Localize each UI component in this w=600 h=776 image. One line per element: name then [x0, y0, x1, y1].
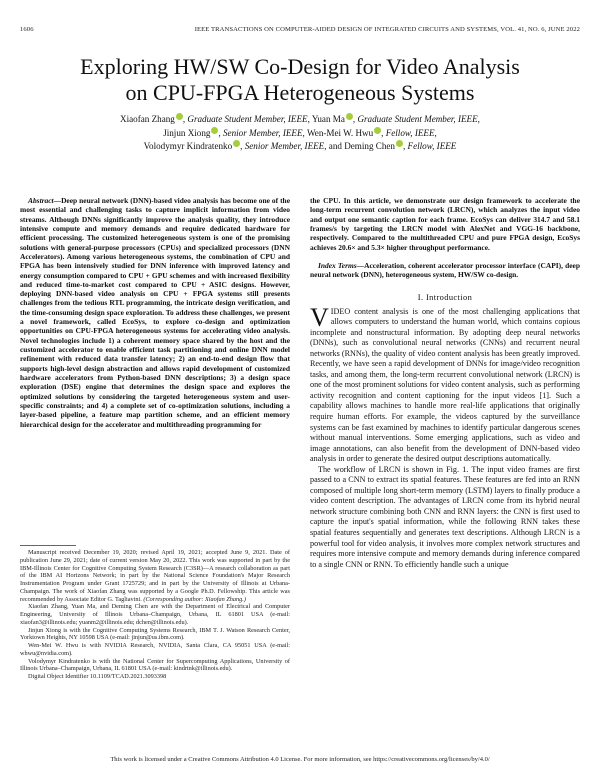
authors-line-1: Xiaofan Zhang , Graduate Student Member, IEEE, Yuan Ma , Graduate Student Member, IEEE,: [120, 114, 480, 124]
abstract: [20, 196, 290, 429]
author-name: Yuan Ma: [311, 114, 345, 124]
author-name: Jinjun Xiong: [163, 127, 211, 138]
left-column: [20, 196, 290, 429]
drop-cap: V: [310, 302, 329, 332]
orcid-icon[interactable]: [176, 113, 183, 120]
abstract-continued: the CPU. In this article, we demonstrate our design framework to accelerate the long-term recurrent convolution network (LRCN), which analyzes the input video and output one semantic caption for each frame. EcoSys can deliver 314.7 and 58.1 frames/s by targeting the LRCN model with AlexNet and VGG-16 backbone, respectively. Compared to the multithreaded CPU and pure FPGA design, EcoSys achieves 20.6× and 5.3× higher throughput performance.: [310, 196, 580, 252]
paper-title: [20, 54, 580, 106]
footnote-rule: [20, 545, 76, 546]
orcid-icon[interactable]: [396, 140, 403, 147]
authors-line-2: Jinjun Xiong , Senior Member, IEEE, Wen-Mei W. Hwu , Fellow, IEEE,: [163, 127, 437, 138]
authors-line-3: Volodymyr Kindratenko , Senior Member, IEEE, and Deming Chen , Fellow, IEEE: [143, 141, 457, 151]
author-list: [40, 113, 560, 154]
intro-paragraph-2: The workflow of LRCN is shown in Fig. 1. The input video frames are first passed to a CNN to extract its spatial features. These features are fed into an RNN composed of multiple long short-term memory (LSTM) layers to finally produce a video content description. The advantages of LRCN come from its hybrid neural network structure combining both CNN and RNN layers: the CNN is first used to capture the input's spatial information, while the following RNN takes these spatial features sequentially and generates text descriptions. Although LRCN is a powerful tool for video analysis, it involves more complex network structures and requires more intensive compute and memory demands during inference compared to a single CNN or RNN. To efficiently handle such a unique: [310, 464, 580, 569]
corresponding-author: (Corresponding author: Xiaofan Zhang.): [141, 595, 246, 603]
footnotes: [20, 545, 290, 681]
footnote-affiliation-2: Jinjun Xiong is with the Cognitive Computing Systems Research, IBM T. J. Watson Research Center, Yorktown Heights, NY 10598 USA (e-mail: jinjun@us.ibm.com).: [20, 626, 290, 642]
license-notice: This work is licensed under a Creative Commons Attribution 4.0 License. For more information, see https://creativecommons.org/licenses/by/4.0/: [110, 756, 490, 763]
index-terms-text: —Acceleration, coherent accelerator processor interface (CAPI), deep neural network (DNN), heterogeneous system, HW/SW co-design.: [310, 260, 580, 280]
index-terms: [310, 261, 580, 280]
section-heading-introduction: I. Introduction: [417, 292, 473, 302]
orcid-icon[interactable]: [374, 127, 381, 134]
footnote-manuscript-text: Manuscript received December 19, 2020; revised April 19, 2021; accepted June 9, 2021. Date of publication June 29, 2021; date of current version May 20, 2022. This work was supported in part by the IBM-Illinois Center for Cognitive Computing System Research (C3SR)—A research collaboration as part of the IBM AI Horizons Network; in part by the National Science Foundation's Major Research Instrumentation Program under Grant 1725729; and in part by the University of Illinois at Urbana-Champaign. The work of Xiaofan Zhang was supported by a Google Ph.D. Fellowship. This article was recommended by Associate Editor G. Tagliavini.: [20, 549, 290, 603]
page-number: 1606: [20, 26, 34, 33]
footnote-affiliation-1: Xiaofan Zhang, Yuan Ma, and Deming Chen are with the Department of Electrical and Computer Engineering, University of Illinois Urbana–Champaign, Urbana, IL 61801 USA (e-mail: xiaofan3@illinois.edu; yuanm2@illinois.edu; dchen@illinois.edu).: [20, 603, 290, 626]
intro-paragraph-1: [310, 302, 580, 465]
index-terms-lead: Index Terms: [318, 260, 357, 270]
intro-paragraph-1-text: IDEO content analysis is one of the most challenging applications that allows computers to understand the human world, which contains copious incomplete and nonstructural information. By adopting deep neural networks (DNNs), such as convolutional neural networks (CNNs) and recurrent neural networks (RNNs), the quality of video content analysis has been greatly improved. Recently, we have seen a rapid development of DNNs for image/video recognition tasks, and among them, the long-term recurrent convolutional network (LRCN) is one of the most prominent solutions for video content analysis, such as performing activity recognition and content captioning for the input videos [1]. Such a capability allows machines to handle more real-life applications that originally require human efforts. For example, the videos captured by the surveillance systems can be fast examined by machines to identify particular dangerous scenes without manual interventions. Some emerging applications, such as video and image annotations, can also benefit from the development of DNN-based video analysis in order to generate the desired output descriptions automatically.: [310, 306, 580, 464]
abstract-text-left: —Deep neural network (DNN)-based video analysis has become one of the most essential and challenging tasks to capture implicit information from video streams. Although DNNs significantly improve the analysis quality, they introduce intensive compute and memory demands and require dedicated hardware for efficient processing. The customized heterogeneous system is one of the promising solutions with general-purpose processors (CPUs) and specialized processors (DNN Accelerators). Among various heterogeneous systems, the combination of CPU and FPGA has been intensively studied for DNN inference with improved latency and energy consumption compared to CPU + GPU schemes and with increased flexibility and reduced time-to-market cost compared to CPU + ASIC designs. However, deploying DNN-based video analysis on CPU + FPGA systems still presents challenges from the tedious RTL programming, the intricate design verification, and the time-consuming design space exploration. To address these challenges, we present a novel framework, called EcoSys, to explore co-design and optimization opportunities on CPU-FPGA heterogeneous systems for accelerating video analysis. Novel technologies include 1) a coherent memory space shared by the host and the customized accelerator to enable efficient task partitioning and online DNN model refinement with reduced data transfer latency; 2) an end-to-end design flow that supports high-level design abstraction and allows rapid development of customized hardware accelerators from Python-based DNN descriptions; 3) a design space exploration (DSE) engine that determines the design space and explores the optimized solutions by considering the targeted heterogeneous system and user-specific constraints; and 4) a complete set of co-optimization solutions, including a layer-based pipeline, a feature map partition scheme, and an efficient memory hierarchical design for the accelerator and multithreading programming for: [20, 196, 290, 429]
title-line-2: on CPU-FPGA Heterogeneous Systems: [125, 80, 475, 105]
footnote-doi: Digital Object Identifier 10.1109/TCAD.2021.3093398: [28, 673, 167, 680]
author-name: Wen-Mei W. Hwu: [306, 127, 374, 138]
footnote-affiliation-4: Volodymyr Kindratenko is with the National Center for Supercomputing Applications, University of Illinois Urbana–Champaign, Urbana, IL 61801 USA (e-mail: kindrtnk@illinois.edu).: [20, 657, 290, 673]
footnote-affiliation-3: Wen-Mei W. Hwu is with NVIDIA Research, NVIDIA, Santa Clara, CA 95051 USA (e-mail: whwu@nvidia.com).: [20, 642, 290, 657]
orcid-icon[interactable]: [211, 127, 218, 134]
journal-name: IEEE TRANSACTIONS ON COMPUTER-AIDED DESIGN OF INTEGRATED CIRCUITS AND SYSTEMS, VOL. 41, NO. 6, JUNE 2022: [194, 26, 580, 33]
author-name: Xiaofan Zhang: [120, 114, 175, 124]
title-line-1: Exploring HW/SW Co-Design for Video Analysis: [80, 54, 520, 79]
right-column: [310, 196, 580, 570]
author-name: Deming Chen: [344, 141, 395, 151]
abstract-lead: Abstract: [28, 196, 54, 205]
orcid-icon[interactable]: [346, 113, 353, 120]
orcid-icon[interactable]: [233, 140, 240, 147]
author-name: Volodymyr Kindratenko: [143, 141, 233, 151]
footnote-manuscript: [20, 549, 290, 603]
